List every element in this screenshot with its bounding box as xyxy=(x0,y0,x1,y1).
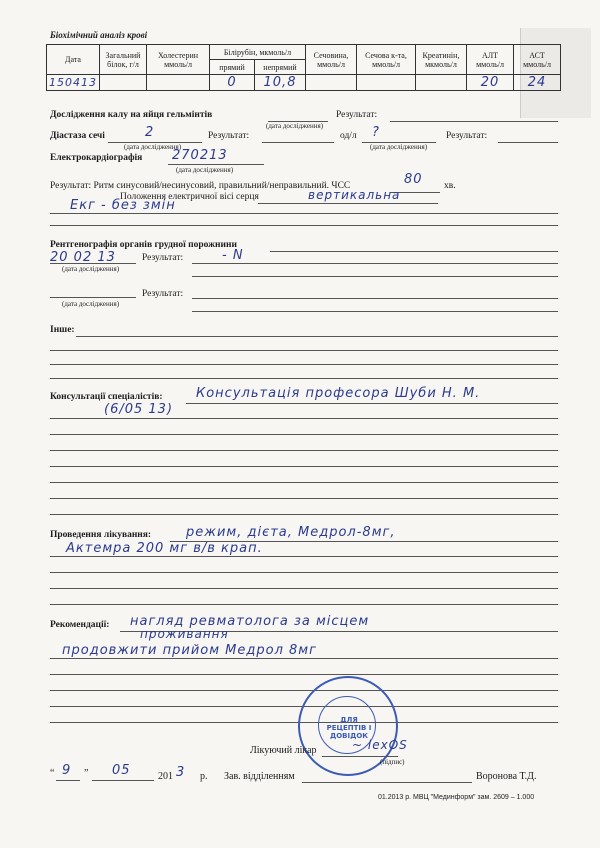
quote-open: “ xyxy=(50,768,55,779)
cell-creatinine xyxy=(416,75,467,91)
diastase-unit: од/л xyxy=(340,131,357,141)
col-date-header: Дата xyxy=(47,45,100,75)
print-footer: 01.2013 р. МВЦ "Мединформ" зам. 2609 – 1.000 xyxy=(378,794,535,801)
helminth-date-caption: (дата дослідження) xyxy=(266,122,324,130)
consult-hw-date: (6/05 13) xyxy=(104,402,174,417)
col-indirect-header: непрямий xyxy=(255,60,306,75)
ecg-hw-date: 270213 xyxy=(172,148,228,163)
date-year-prefix: 201 xyxy=(158,771,173,782)
recommend-hw-3: продовжити прийом Медрол 8мг xyxy=(62,643,317,658)
other-label: Інше: xyxy=(50,325,75,335)
col-direct-header: прямий xyxy=(210,60,255,75)
cell-protein xyxy=(100,75,147,91)
head-name: Воронова Т.Д. xyxy=(476,771,537,782)
treatment-label: Проведення лікування: xyxy=(50,530,152,540)
col-uric-acid-header: Сечова к-та, ммоль/л xyxy=(357,45,416,75)
cell-uric-acid xyxy=(357,75,416,91)
quote-close: ” xyxy=(84,768,89,779)
signature-caption: (підпис) xyxy=(380,758,405,766)
diastase-date-caption-1: (дата дослідження) xyxy=(124,143,182,151)
date-year-digit: 3 xyxy=(176,765,186,780)
consult-label: Консультації спеціалістів: xyxy=(50,392,163,402)
helminth-label: Дослідження калу на яйця гельмінтів xyxy=(50,110,213,120)
diastase-result-label-2: Результат: xyxy=(446,131,488,141)
diastase-hw-1: 2 xyxy=(145,125,155,140)
cell-date: 150413 xyxy=(47,75,100,91)
xray-label: Рентгенографія органів грудної порожнини xyxy=(50,240,237,250)
diastase-hw-2: ? xyxy=(372,125,380,140)
diastase-result-label: Результат: xyxy=(208,131,250,141)
cell-ast: 24 xyxy=(514,75,561,91)
biochem-table xyxy=(46,44,561,91)
head-label: Зав. відділенням xyxy=(224,771,295,782)
ecg-hw-conclusion: Екг - без змін xyxy=(70,198,176,213)
col-bilirubin-header: Білірубін, мкмоль/л xyxy=(210,45,306,60)
helminth-result-label: Результат: xyxy=(336,110,378,120)
diastase-label: Діастаза сечі xyxy=(50,131,105,141)
doctor-signature: ~ lexOS xyxy=(352,738,408,752)
ecg-result-text: Результат: Ритм синусовий/несинусовий, правильний/неправильний. ЧСС xyxy=(50,181,351,191)
consult-hw-1: Консультація професора Шуби Н. М. xyxy=(196,386,481,401)
cell-indirect: 10,8 xyxy=(255,75,306,91)
cell-alt: 20 xyxy=(467,75,514,91)
stamp-text: ДЛЯ РЕЦЕПТІВ І ДОВІДОК xyxy=(326,716,372,740)
treatment-hw-1: режим, дієта, Медрол-8мг, xyxy=(186,525,396,540)
xray-result-label-2: Результат: xyxy=(142,289,184,299)
doctor-label: Лікуючий лікар xyxy=(250,745,317,756)
date-day: 9 xyxy=(62,763,72,778)
xray-hw-date: 20 02 13 xyxy=(50,250,116,265)
diastase-date-caption-2: (дата дослідження) xyxy=(370,143,428,151)
recommend-hw-1: нагляд ревматолога за місцем xyxy=(130,614,370,629)
ecg-hr-unit: хв. xyxy=(444,181,456,191)
ecg-axis-label: Положення електричної вісі серця xyxy=(120,192,259,202)
col-cholesterol-header: Холестерин ммоль/л xyxy=(147,45,210,75)
cell-urea xyxy=(306,75,357,91)
xray-date-caption-2: (дата дослідження) xyxy=(62,300,120,308)
col-urea-header: Сечовина, ммоль/л xyxy=(306,45,357,75)
treatment-hw-2: Актемра 200 мг в/в крап. xyxy=(66,541,263,556)
cell-direct: 0 xyxy=(210,75,255,91)
ecg-date-caption: (дата дослідження) xyxy=(176,166,234,174)
biochem-heading: Біохімічний аналіз крові xyxy=(50,30,148,40)
ecg-hw-axis: вертикальна xyxy=(308,188,401,202)
recommend-hw-2: проживання xyxy=(140,627,229,641)
recommend-label: Рекомендації: xyxy=(50,620,110,630)
date-year-suffix: р. xyxy=(200,771,208,782)
ecg-label: Електрокардіографія xyxy=(50,153,143,163)
col-ast-header: АСТ ммоль/л xyxy=(514,45,561,75)
xray-result-label: Результат: xyxy=(142,253,184,263)
col-protein-header: Загальний білок, г/л xyxy=(100,45,147,75)
col-alt-header: АЛТ ммоль/л xyxy=(467,45,514,75)
cell-cholesterol xyxy=(147,75,210,91)
ecg-hw-heart-rate: 80 xyxy=(404,172,423,187)
xray-hw-result: - N xyxy=(222,248,244,263)
xray-date-caption: (дата дослідження) xyxy=(62,265,120,273)
col-creatinine-header: Креатинін, мкмоль/л xyxy=(416,45,467,75)
date-month: 05 xyxy=(112,763,131,778)
